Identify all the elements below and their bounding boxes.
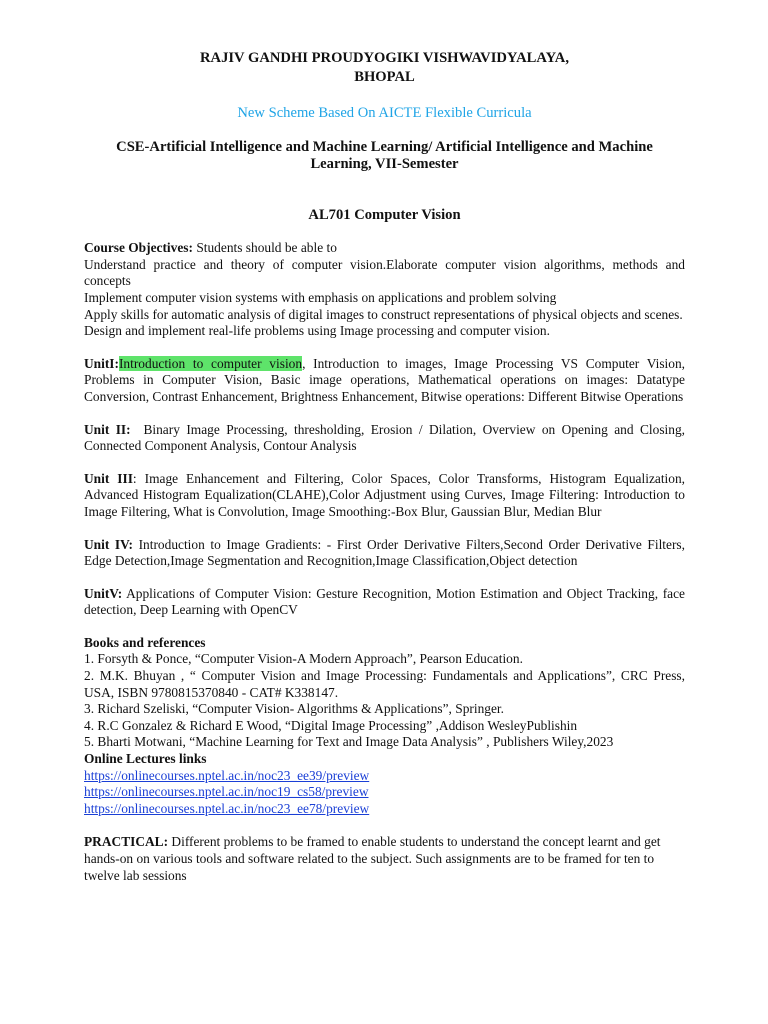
unit-4-label: Unit IV:: [84, 536, 133, 552]
unit-5-label: UnitV:: [84, 585, 123, 601]
unit-5: [84, 586, 685, 619]
objective-item: Understand practice and theory of computer vision.Elaborate computer vision algorithms, methods and concepts: [84, 256, 685, 289]
practical-section: [84, 834, 685, 884]
university-line-2: BHOPAL: [354, 69, 415, 85]
unit-4: [84, 537, 685, 570]
scheme-title: New Scheme Based On AICTE Flexible Curricula: [237, 105, 532, 121]
objectives-intro-text: Students should be able to: [192, 240, 337, 256]
unit-1: [84, 356, 685, 406]
university-line-1: RAJIV GANDHI PROUDYOGIKI VISHWAVIDYALAYA,: [200, 50, 569, 66]
objectives-label: Course Objectives:: [84, 240, 193, 256]
unit-3-text: : Image Enhancement and Filtering, Color Spaces, Color Transforms, Histogram Equalization, Advanced Histogram Equalization(CLAHE),Color Adjustment using Curves, Image Filtering: Introduction to Image Filtering, What is Convolution, Image Smoothing:-Box Blur, Gaussian Blur, Median Blur: [84, 470, 686, 519]
lecture-link[interactable]: https://onlinecourses.nptel.ac.in/noc19_cs58/preview: [84, 784, 369, 800]
book-item: 1. Forsyth & Ponce, “Computer Vision-A Modern Approach”, Pearson Education.: [84, 651, 523, 667]
objectives-intro: [84, 240, 685, 257]
unit-1-text: , Introduction to images, Image Processing VS Computer Vision, Problems in Computer Vision, Basic image operations, Mathematical operations on images: Datatype Conversion, Contrast Enhancement, Brightness Enhancement, Bitwise operations: Different Bitwise Operations: [84, 355, 685, 404]
unit-1-highlight: Introduction to computer vision: [118, 355, 303, 371]
books-heading: Books and references: [84, 634, 206, 650]
unit-2-text: Binary Image Processing, thresholding, Erosion / Dilation, Overview on Opening and Closing, Connected Component Analysis, Contour Analysis: [84, 421, 689, 454]
books-section: [84, 635, 685, 818]
book-item: 2. M.K. Bhuyan , “ Computer Vision and Image Processing: Fundamentals and Applications”, CRC Press, USA, ISBN 9780815370840 - CAT# K338147.: [84, 668, 685, 700]
lecture-link[interactable]: https://onlinecourses.nptel.ac.in/noc23_ee39/preview: [84, 767, 370, 783]
online-heading: Online Lectures links: [84, 751, 207, 767]
book-item: 3. Richard Szeliski, “Computer Vision- Algorithms & Applications”, Springer.: [84, 701, 504, 717]
practical-text: Different problems to be framed to enable students to understand the concept learnt and get hands-on on various tools and software related to the subject. Such assignments are to be framed for ten to twelve lab sessions: [84, 834, 661, 883]
unit-5-text: Applications of Computer Vision: Gesture Recognition, Motion Estimation and Object Tracking, face detection, Deep Learning with OpenCV: [84, 585, 685, 618]
objective-item: Implement computer vision systems with emphasis on applications and problem solving: [84, 289, 557, 305]
unit-1-label: UnitI:: [84, 355, 119, 371]
lecture-link[interactable]: https://onlinecourses.nptel.ac.in/noc23_ee78/preview: [84, 800, 370, 816]
practical-label: PRACTICAL:: [84, 834, 169, 850]
branch-line-1: CSE-Artificial Intelligence and Machine Learning/ Artificial Intelligence and Machine: [116, 138, 653, 155]
unit-3-label: Unit III: [84, 470, 133, 486]
book-item: 5. Bharti Motwani, “Machine Learning for Text and Image Data Analysis” , Publishers Wiley,2023: [84, 734, 614, 750]
unit-2-label: Unit II:: [84, 421, 131, 437]
document-page: [84, 50, 689, 884]
university-name: [84, 50, 685, 86]
objective-item: Design and implement real-life problems using Image processing and computer vision.: [84, 323, 550, 339]
objective-item: Apply skills for automatic analysis of digital images to construct representations of physical objects and scenes.: [84, 306, 683, 322]
course-objectives: [84, 240, 685, 340]
unit-4-text: Introduction to Image Gradients: - First Order Derivative Filters,Second Order Derivative Filters, Edge Detection,Image Segmentation and Recognition,Image Classification,Object detection: [84, 536, 685, 569]
book-item: 4. R.C Gonzalez & Richard E Wood, “Digital Image Processing” ,Addison WesleyPublishin: [84, 717, 578, 733]
unit-2: [84, 421, 689, 455]
course-title: AL701 Computer Vision: [308, 206, 461, 223]
branch-title: [84, 139, 685, 173]
unit-3: [84, 471, 685, 521]
branch-line-2: Learning, VII-Semester: [310, 155, 459, 172]
